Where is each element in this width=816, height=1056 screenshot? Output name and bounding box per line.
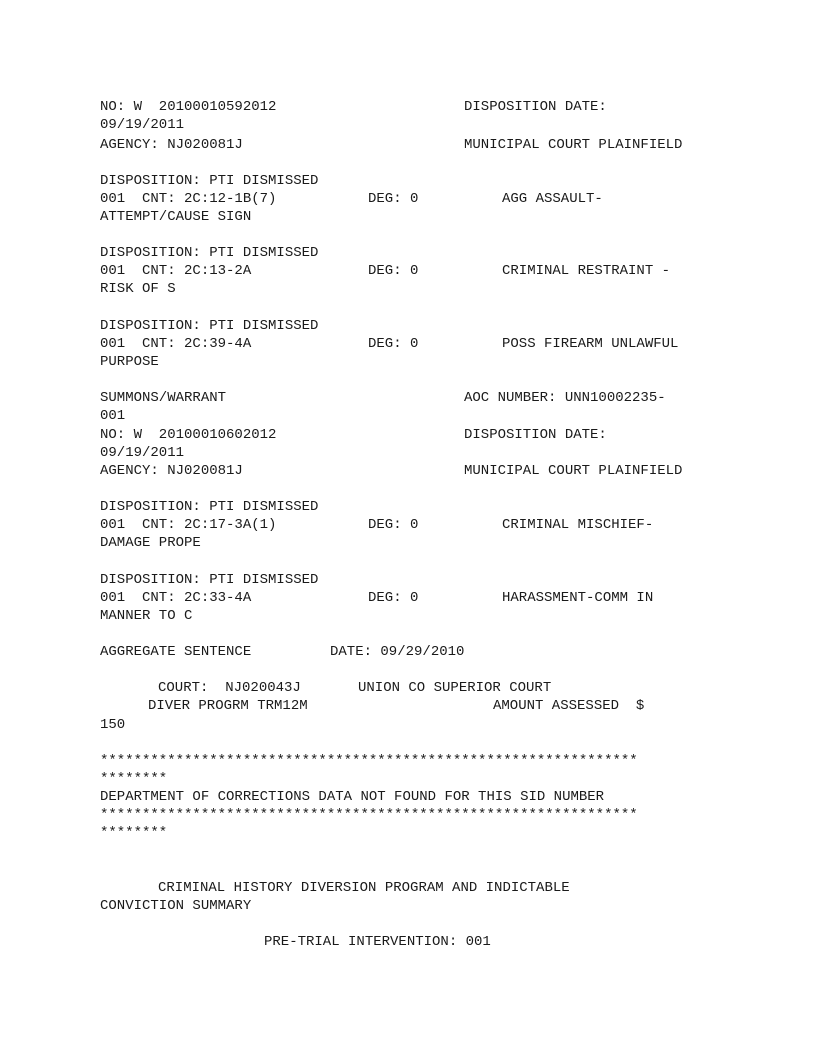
summons-warrant-label: SUMMONS/WARRANT [100, 390, 227, 406]
degree: DEG: 0 [368, 590, 419, 606]
court-name: MUNICIPAL COURT PLAINFIELD [464, 137, 683, 153]
aggregate-sentence-label: AGGREGATE SENTENCE [100, 644, 252, 660]
disposition-date-label: DISPOSITION DATE: [464, 99, 607, 115]
amount-assessed-label: AMOUNT ASSESSED $ [493, 698, 645, 714]
disposition: DISPOSITION: PTI DISMISSED [100, 572, 319, 588]
sentence-date: DATE: 09/29/2010 [330, 644, 465, 660]
aoc-number-cont: 001 [100, 408, 126, 424]
offense-description: CRIMINAL MISCHIEF- [502, 517, 654, 533]
disposition: DISPOSITION: PTI DISMISSED [100, 245, 319, 261]
agency: AGENCY: NJ020081J [100, 137, 243, 153]
count-statute: 001 CNT: 2C:12-1B(7) [100, 191, 277, 207]
sentencing-court-name: UNION CO SUPERIOR COURT [358, 680, 552, 696]
agency: AGENCY: NJ020081J [100, 463, 243, 479]
offense-description-cont: DAMAGE PROPE [100, 535, 201, 551]
offense-description: POSS FIREARM UNLAWFUL [502, 336, 679, 352]
record-number: NO: W 20100010602012 [100, 427, 277, 443]
pretrial-intervention-count: PRE-TRIAL INTERVENTION: 001 [264, 934, 491, 950]
count-statute: 001 CNT: 2C:39-4A [100, 336, 252, 352]
summary-heading: CRIMINAL HISTORY DIVERSION PROGRAM AND INDICTABLE [158, 880, 570, 896]
summary-heading-cont: CONVICTION SUMMARY [100, 898, 252, 914]
count-statute: 001 CNT: 2C:33-4A [100, 590, 252, 606]
asterisk-divider-cont: ******** [100, 771, 168, 787]
disposition-date: 09/19/2011 [100, 445, 185, 461]
disposition-date-label: DISPOSITION DATE: [464, 427, 607, 443]
offense-description: CRIMINAL RESTRAINT - [502, 263, 671, 279]
degree: DEG: 0 [368, 191, 419, 207]
disposition: DISPOSITION: PTI DISMISSED [100, 499, 319, 515]
asterisk-divider-cont: ******** [100, 825, 168, 841]
sentencing-court-code: COURT: NJ020043J [158, 680, 301, 696]
offense-description-cont: MANNER TO C [100, 608, 193, 624]
disposition: DISPOSITION: PTI DISMISSED [100, 173, 319, 189]
offense-description: HARASSMENT-COMM IN [502, 590, 654, 606]
disposition: DISPOSITION: PTI DISMISSED [100, 318, 319, 334]
degree: DEG: 0 [368, 517, 419, 533]
disposition-date: 09/19/2011 [100, 117, 185, 133]
amount-assessed: 150 [100, 717, 126, 733]
aoc-number: AOC NUMBER: UNN10002235- [464, 390, 666, 406]
court-name: MUNICIPAL COURT PLAINFIELD [464, 463, 683, 479]
degree: DEG: 0 [368, 336, 419, 352]
record-number: NO: W 20100010592012 [100, 99, 277, 115]
diversion-program: DIVER PROGRM TRM12M [148, 698, 308, 714]
degree: DEG: 0 [368, 263, 419, 279]
asterisk-divider: **************************************************************** [100, 753, 638, 769]
offense-description-cont: RISK OF S [100, 281, 176, 297]
corrections-notice: DEPARTMENT OF CORRECTIONS DATA NOT FOUND FOR THIS SID NUMBER [100, 789, 605, 805]
asterisk-divider: **************************************************************** [100, 807, 638, 823]
offense-description-cont: ATTEMPT/CAUSE SIGN [100, 209, 252, 225]
count-statute: 001 CNT: 2C:17-3A(1) [100, 517, 277, 533]
count-statute: 001 CNT: 2C:13-2A [100, 263, 252, 279]
offense-description: AGG ASSAULT- [502, 191, 603, 207]
offense-description-cont: PURPOSE [100, 354, 159, 370]
